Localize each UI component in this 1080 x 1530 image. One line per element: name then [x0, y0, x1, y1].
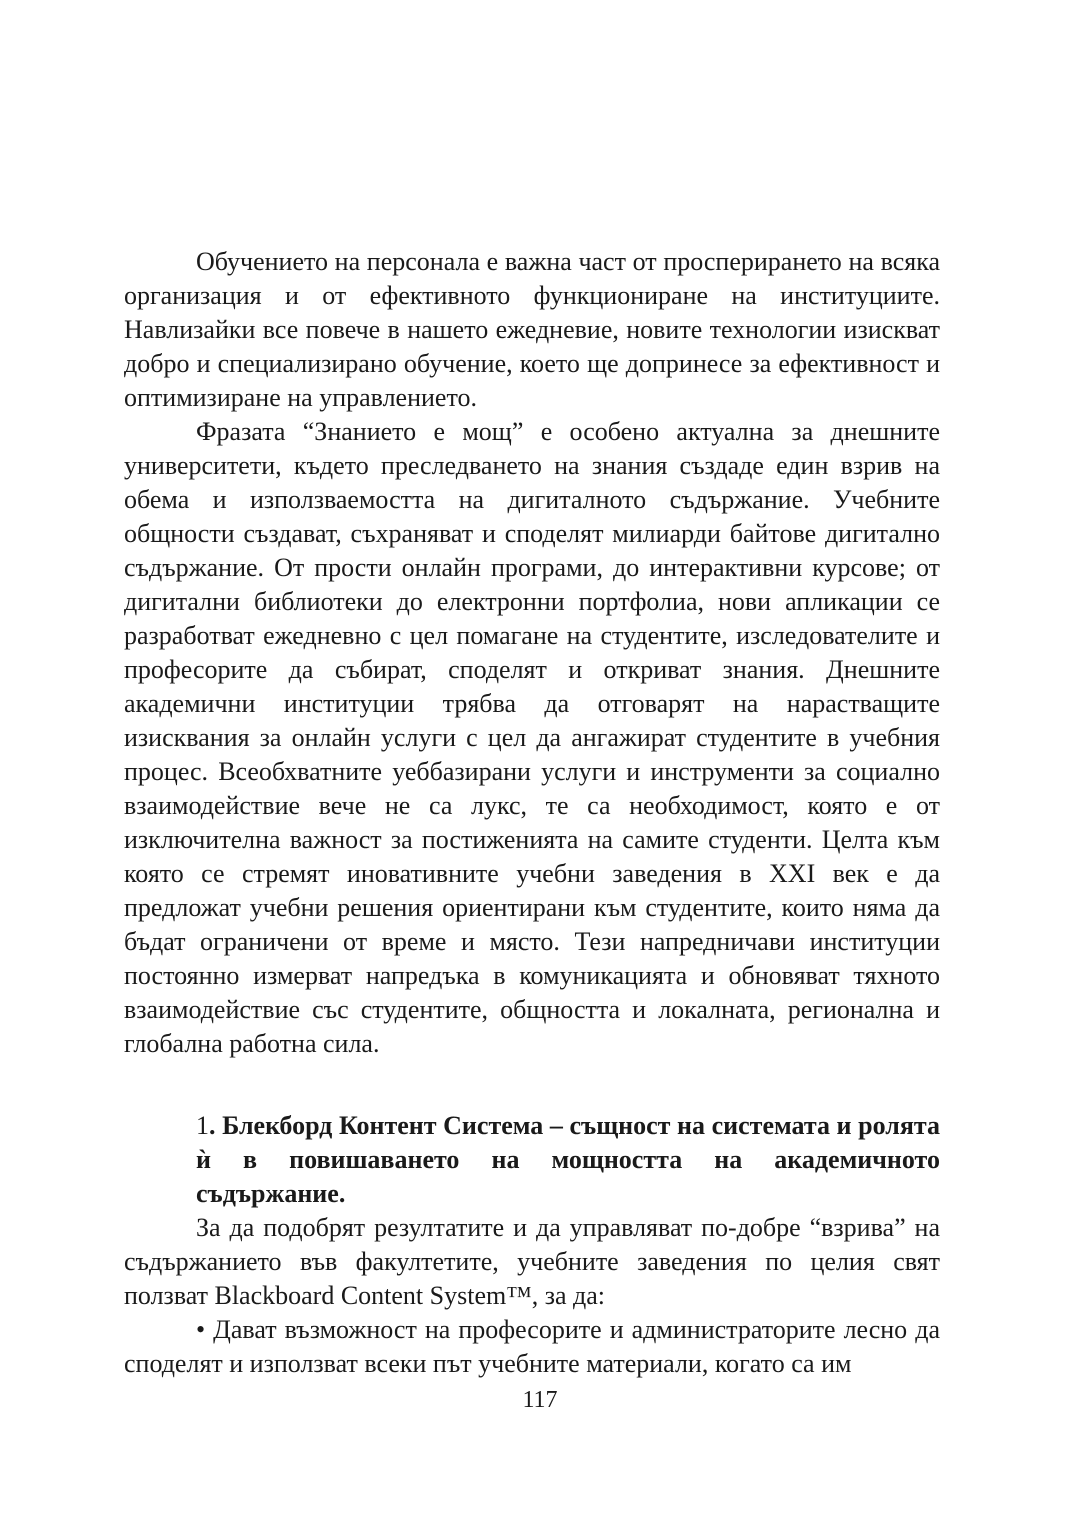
page-number: 117: [522, 1387, 558, 1413]
paragraph-blackboard-intro: За да подобрят резултатите и да управляват по-добре “взрива” на съдържанието във факултетите, учебните заведения по целия свят ползват Blackboard Content System™, за да:: [124, 1213, 940, 1310]
section-spacer: [124, 1061, 940, 1087]
bullet-item-sharing: • Дават възможност на професорите и администраторите лесно да споделят и използват всеки път учебните материали, когато са им: [124, 1315, 940, 1378]
section-heading: [196, 1109, 940, 1211]
page-body: [124, 245, 940, 1381]
paragraph-staff-training: Обучението на персонала е важна част от просперирането на всяка организация и от ефективното функциониране на институциите. Навлизайки все повече в нашето ежедневие, новите технологии изискват добро и специализирано обучение, което ще допринесе за ефективност и оптимизиране на управлението.: [124, 247, 940, 412]
section-number: 1: [196, 1111, 209, 1140]
paragraph-knowledge-is-power: Фразата “Знанието е мощ” е особено актуална за днешните университети, където преследването на знания създаде един взрив на обема и използваемостта на дигиталното съдържание. Учебните общности създават, съхраняват и споделят милиарди байтове дигитално съдържание. От прости онлайн програми, до интерактивни курсове; от дигитални библиотеки до електронни портфолиа, нови апликации се разработват ежедневно с цел помагане на студентите, изследователите и професорите да събират, споделят и откриват знания. Днешните академични институции трябва да отговарят на нарастващите изисквания за онлайн услуги с цел да ангажират студентите в учебния процес. Всеобхватните уеббазирани услуги и инструменти за социално взаимодействие вече не са лукс, те са необходимост, която е от изключителна важност за постиженията на самите студенти. Целта към която се стремят иновативните учебни заведения в XXI век е да предложат учебни решения ориентирани към студентите, които няма да бъдат ограничени от време и място. Тези напредничави институции постоянно измерват напредъка в комуникацията и обновяват тяхното взаимодействие със студентите, общността и локалната, регионална и глобална работна сила.: [124, 417, 940, 1058]
section-title: . Блекборд Контент Система – същност на системата и ролята ѝ в повишаването на мощността на академичното съдържание.: [196, 1111, 940, 1208]
